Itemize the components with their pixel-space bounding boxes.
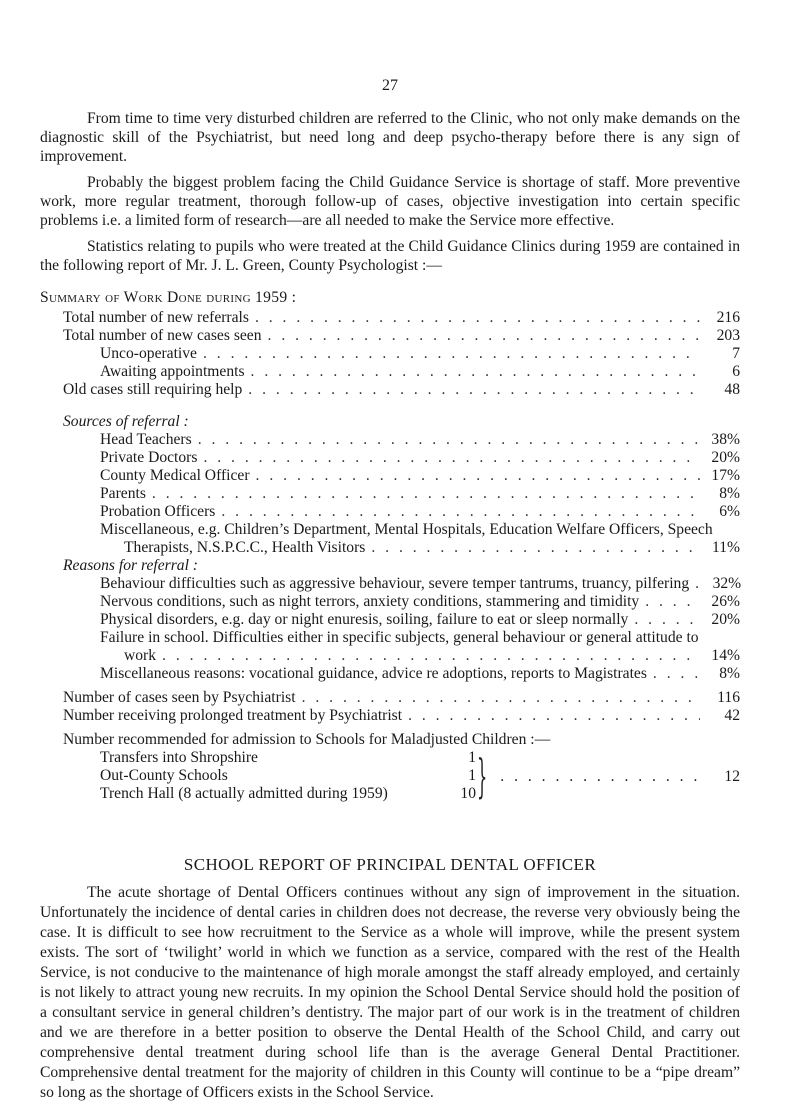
- psychiatrist-row: Number of cases seen by Psychiatrist . . . 116: [40, 689, 740, 707]
- summary-row: Awaiting appointments . . . 6: [40, 363, 740, 381]
- reason-misc-row: Miscellaneous reasons: vocational guidance, advice re adoptions, reports to Magistrates . . . 8%: [40, 665, 740, 683]
- intro-paragraph-3: Statistics relating to pupils who were treated at the Child Guidance Clinics during 1959 are contained in the following report of Mr. J. L. Green, County Psychologist :—: [40, 238, 740, 274]
- summary-row: Old cases still requiring help . . . 48: [40, 381, 740, 399]
- source-row: Head Teachers . . . 38%: [40, 431, 740, 449]
- reason-row: Physical disorders, e.g. day or night enuresis, soiling, failure to eat or sleep normally . . . 20%: [40, 611, 740, 629]
- summary-table: [40, 309, 740, 399]
- document-page: [40, 0, 740, 1103]
- maladjusted-item: Transfers into Shropshire 1: [100, 749, 476, 766]
- reasons-heading: Reasons for referral :: [63, 557, 198, 574]
- maladjusted-item: Trench Hall (8 actually admitted during 1959) 10: [100, 785, 476, 802]
- source-misc-row: Therapists, N.S.P.C.C., Health Visitors . . . 11%: [40, 539, 740, 557]
- source-row: Private Doctors . . . 20%: [40, 449, 740, 467]
- source-row: County Medical Officer . . . 17%: [40, 467, 740, 485]
- source-misc-line1: Miscellaneous, e.g. Children’s Department, Mental Hospitals, Education Welfare Officers, Speech: [100, 521, 713, 538]
- source-row: Probation Officers . . . 6%: [40, 503, 740, 521]
- reason-failure-row: work . . . 14%: [40, 647, 740, 665]
- dental-paragraph: The acute shortage of Dental Officers continues without any sign of improvement in the situation. Unfortunately the incidence of dental caries in children does not decrease, the reverse very obviously being the case. It is difficult to see how recruitment to the Service as a whole will improve, while the present system exists. The sort of ‘twilight’ world in which we function as a service, compared with the rest of the Health Service, is not conducive to the maintenance of high morale amongst the staff already employed, and certainly is not likely to attract young new recruits. In my opinion the School Dental Service should hold the position of a consultant service in general children’s dentistry. The major part of our work is in the treatment of children and we are therefore in a better position to observe the Dental Health of the School Child, and carry out comprehensive dental treatment during school life than is the average General Dental Practitioner. Comprehensive dental treatment for the majority of children in this County will continue to be a “pipe dream” so long as the shortage of Officers exists in the School Service.: [40, 884, 740, 1101]
- maladjusted-total: 12: [724, 767, 740, 785]
- maladjusted-heading: Number recommended for admission to Schools for Maladjusted Children :—: [63, 731, 551, 748]
- page-number: 27: [382, 77, 398, 94]
- reasons-table: [40, 575, 740, 683]
- reason-row: Nervous conditions, such as night terrors, anxiety conditions, stammering and timidity . . . 26%: [40, 593, 740, 611]
- sources-table: [40, 431, 740, 557]
- dental-section-title: SCHOOL REPORT OF PRINCIPAL DENTAL OFFICER: [183, 855, 597, 874]
- summary-heading: Summary of Work Done during 1959 :: [40, 289, 297, 306]
- reason-failure-line1: Failure in school. Difficulties either in specific subjects, general behaviour or general attitude to: [100, 629, 699, 646]
- summary-row: Total number of new referrals . . . 216: [40, 309, 740, 327]
- summary-row: Unco-operative . . . 7: [40, 345, 740, 363]
- intro-paragraph-2: Probably the biggest problem facing the Child Guidance Service is shortage of staff. More preventive work, more regular treatment, thorough follow-up of cases, objective investigation into certain specific problems i.e. a limited form of research—are all needed to make the Service more effective.: [40, 174, 740, 229]
- intro-paragraph-1: From time to time very disturbed children are referred to the Clinic, who not only make demands on the diagnostic skill of the Psychiatrist, but need long and deep psycho-therapy before there is any sign of improvement.: [40, 110, 740, 165]
- source-row: Parents . . . 8%: [40, 485, 740, 503]
- summary-row: Total number of new cases seen . . . 203: [40, 327, 740, 345]
- brace-icon: }: [477, 749, 488, 803]
- sources-heading: Sources of referral :: [63, 413, 189, 430]
- psychiatrist-row: Number receiving prolonged treatment by Psychiatrist . . . 42: [40, 707, 740, 725]
- maladjusted-item: Out-County Schools 1: [100, 767, 476, 784]
- reason-row: Behaviour difficulties such as aggressive behaviour, severe temper tantrums, truancy, pilfering . . . 32%: [40, 575, 740, 593]
- maladjusted-group: [40, 749, 740, 803]
